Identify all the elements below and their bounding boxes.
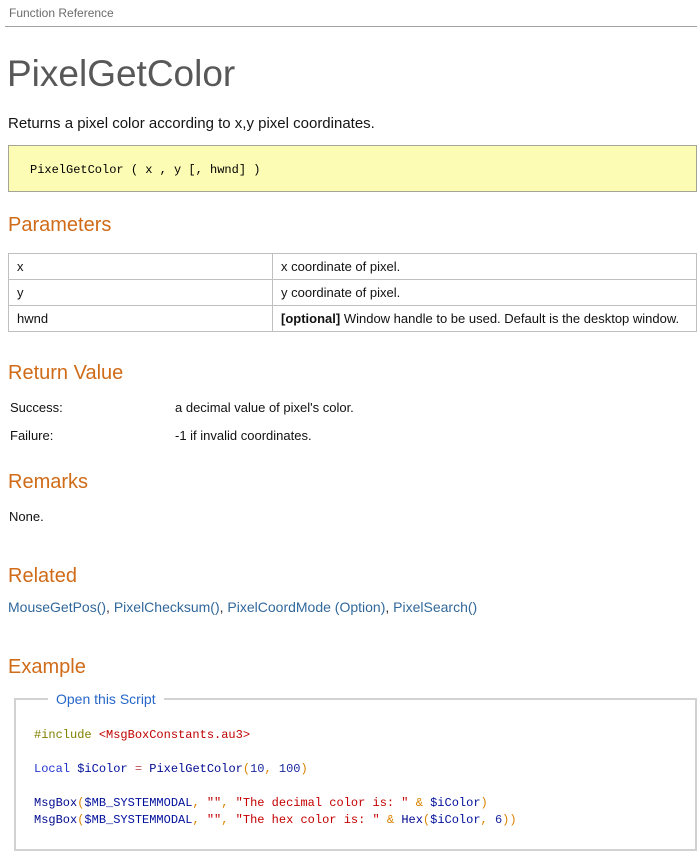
code-line: MsgBox($MB_SYSTEMMODAL, "", "The decimal color is: " & $iColor) — [34, 795, 488, 810]
return-value-label: Failure: — [10, 427, 54, 443]
remarks-text: None. — [9, 508, 44, 524]
example-section — [8, 655, 697, 851]
return-value-heading: Return Value — [8, 361, 124, 384]
parameter-name: x — [9, 253, 273, 279]
remarks-heading: Remarks — [8, 470, 89, 493]
code-line: Local $iColor = PixelGetColor(10, 100) — [34, 761, 308, 776]
signature-box — [8, 145, 697, 192]
code-line: MsgBox($MB_SYSTEMMODAL, "", "The hex color is: " & Hex($iColor, 6)) — [34, 812, 517, 827]
related-link[interactable]: MouseGetPos() — [8, 598, 107, 615]
parameters-table-body — [9, 253, 697, 331]
related-link[interactable]: PixelChecksum() — [113, 598, 220, 615]
related-link[interactable]: PixelSearch() — [393, 598, 478, 615]
example-code — [34, 727, 685, 829]
page-title: PixelGetColor — [7, 53, 236, 94]
return-value-section — [8, 361, 697, 443]
related-links: MouseGetPos(), PixelChecksum(), PixelCoordMode (Option), PixelSearch() — [8, 598, 478, 615]
parameter-name: hwnd — [9, 305, 273, 331]
open-script-legend — [48, 691, 164, 707]
parameter-row — [9, 253, 697, 279]
return-value-rows — [8, 400, 697, 443]
parameter-row — [9, 279, 697, 305]
code-line — [34, 778, 685, 795]
example-heading: Example — [8, 655, 86, 678]
parameter-description: y coordinate of pixel. — [273, 279, 697, 305]
related-link[interactable]: PixelCoordMode (Option) — [227, 598, 386, 615]
example-script-box — [14, 691, 697, 851]
open-script-link[interactable]: Open this Script — [56, 690, 156, 707]
code-line: #include <MsgBoxConstants.au3> — [34, 727, 251, 742]
header-divider — [5, 26, 697, 27]
parameter-name: y — [9, 279, 273, 305]
function-signature: PixelGetColor ( x , y [, hwnd] ) — [30, 162, 261, 177]
breadcrumb: Function Reference — [9, 6, 114, 20]
parameters-heading: Parameters — [8, 213, 112, 236]
related-heading: Related — [8, 564, 77, 587]
return-value-row — [10, 400, 697, 415]
parameters-table — [8, 253, 697, 332]
related-section — [8, 564, 697, 615]
function-description: Returns a pixel color according to x,y pixel coordinates. — [8, 114, 375, 132]
parameter-row — [9, 305, 697, 331]
parameters-section — [8, 213, 697, 332]
return-value-row — [10, 428, 697, 443]
code-line — [34, 744, 685, 761]
parameter-description: [optional] Window handle to be used. Default is the desktop window. — [273, 305, 697, 331]
return-value-text: a decimal value of pixel's color. — [175, 399, 354, 415]
parameter-description: x coordinate of pixel. — [273, 253, 697, 279]
remarks-section — [8, 470, 697, 524]
return-value-label: Success: — [10, 399, 63, 415]
return-value-text: -1 if invalid coordinates. — [175, 427, 312, 443]
